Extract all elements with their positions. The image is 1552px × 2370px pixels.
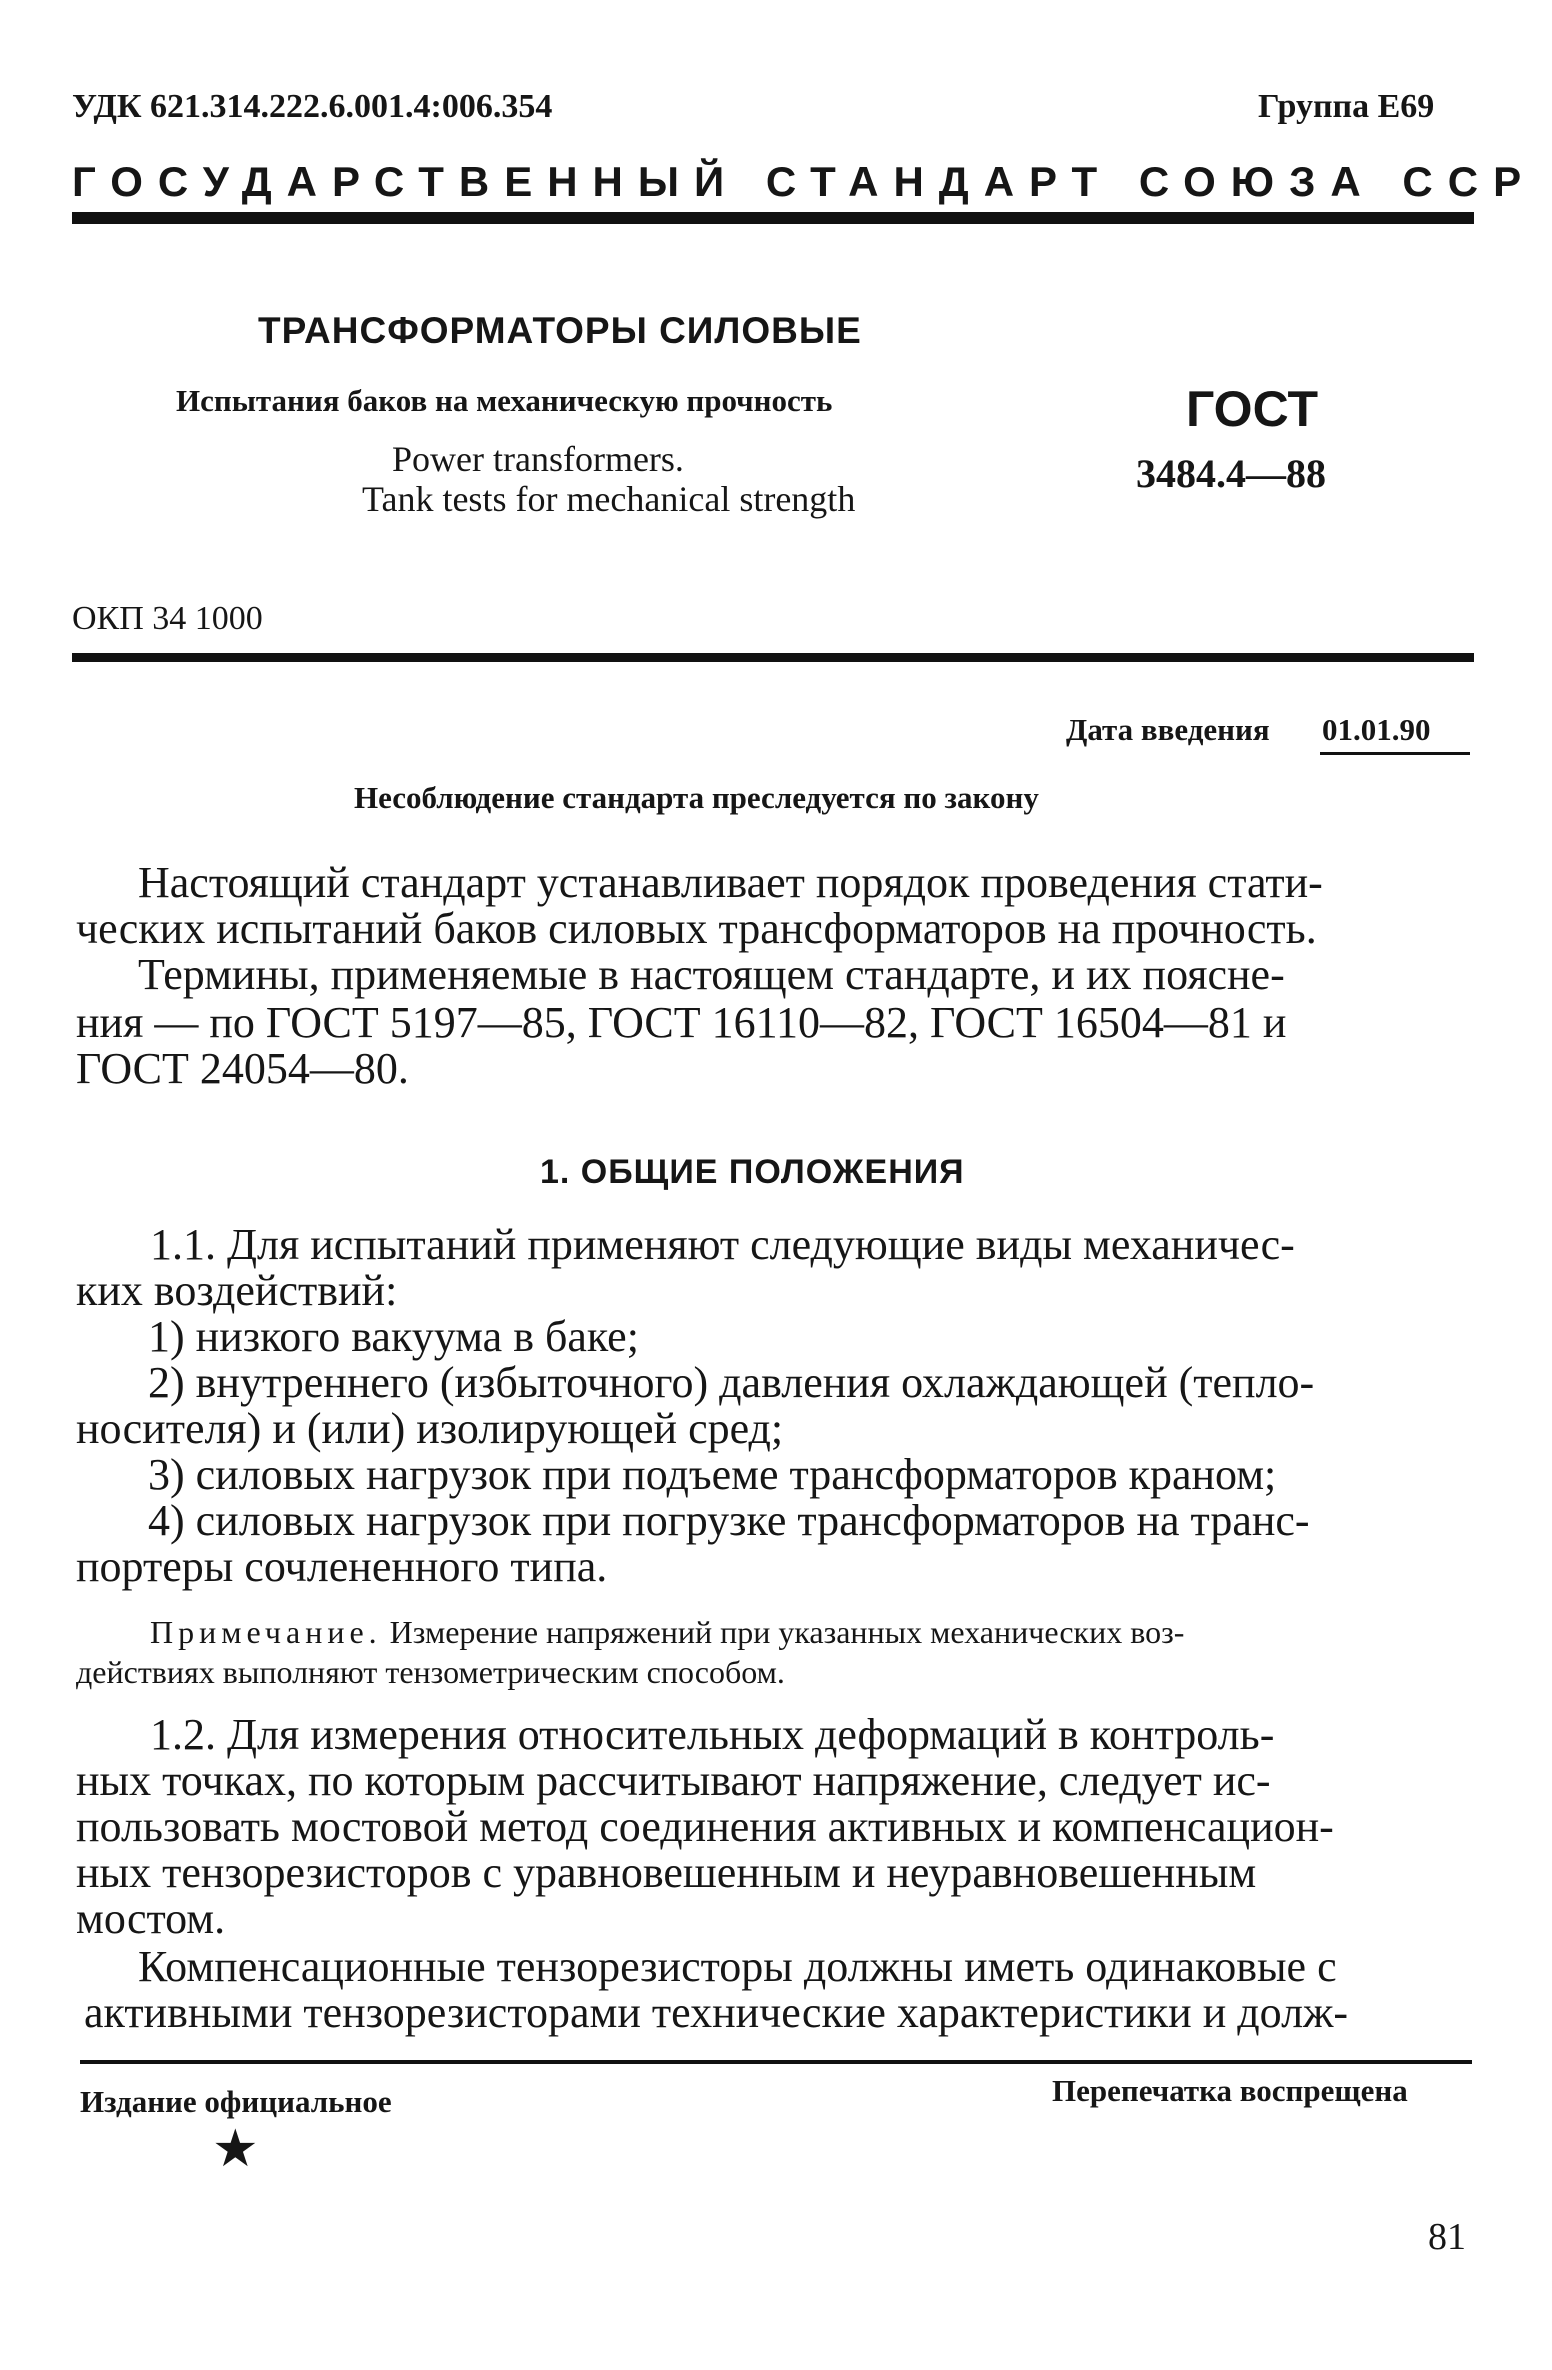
- note-label: Примечание.: [150, 1614, 382, 1650]
- footer-rule: [80, 2060, 1472, 2064]
- header-rule-thick: [72, 212, 1474, 224]
- intro-paragraph-1-line-2: ческих испытаний баков силовых трансформаторов на прочность.: [76, 904, 1317, 953]
- note-text: Измерение напряжений при указанных механических воз-: [389, 1614, 1185, 1650]
- date-underline: [1320, 752, 1470, 755]
- clause-1-1-line-2: ких воздействий:: [76, 1266, 398, 1315]
- page-number: 81: [1428, 2216, 1466, 2258]
- note-line-1: [150, 1612, 1184, 1652]
- list-item-3: 3) силовых нагрузок при подъеме трансформаторов краном;: [148, 1450, 1277, 1499]
- official-edition-label: Издание официальное: [80, 2084, 392, 2119]
- note-line-2: действиях выполняют тензометрическим способом.: [76, 1654, 785, 1690]
- reprint-prohibited-label: Перепечатка воспрещена: [1052, 2073, 1408, 2108]
- document-title: ТРАНСФОРМАТОРЫ СИЛОВЫЕ: [258, 310, 862, 351]
- clause-1-2-line-2: ных точках, по которым рассчитывают напряжение, следует ис-: [76, 1756, 1271, 1805]
- clause-1-2-line-1: 1.2. Для измерения относительных деформаций в контроль-: [150, 1710, 1275, 1759]
- udk-code: УДК 621.314.222.6.001.4:006.354: [72, 88, 553, 125]
- star-icon: ★: [212, 2121, 259, 2178]
- document-subtitle: Испытания баков на механическую прочность: [176, 383, 833, 418]
- gost-number: 3484.4—88: [1136, 451, 1326, 496]
- compensation-paragraph-line-1: Компенсационные тензорезисторы должны иметь одинаковые с: [138, 1942, 1337, 1991]
- clause-1-1-line-1: 1.1. Для испытаний применяют следующие виды механичес-: [150, 1220, 1295, 1269]
- section-1-heading: 1. ОБЩИЕ ПОЛОЖЕНИЯ: [540, 1153, 965, 1191]
- list-item-4-line-1: 4) силовых нагрузок при погрузке трансформаторов на транс-: [148, 1496, 1310, 1545]
- intro-paragraph-2-line-2: ния — по ГОСТ 5197—85, ГОСТ 16110—82, ГОСТ 16504—81 и: [76, 998, 1287, 1047]
- intro-paragraph-1-line-1: Настоящий стандарт устанавливает порядок проведения стати-: [138, 858, 1323, 907]
- clause-1-2-line-3: пользовать мостовой метод соединения активных и компенсацион-: [76, 1802, 1334, 1851]
- list-item-1: 1) низкого вакуума в баке;: [148, 1312, 639, 1361]
- okp-code: ОКП 34 1000: [72, 600, 263, 637]
- clause-1-2-line-4: ных тензорезисторов с уравновешенным и неуравновешенным: [76, 1848, 1257, 1897]
- state-standard-heading: ГОСУДАРСТВЕННЫЙ СТАНДАРТ СОЮЗА ССР: [72, 158, 1537, 205]
- title-rule-thick: [72, 653, 1474, 662]
- list-item-2-line-1: 2) внутреннего (избыточного) давления охлаждающей (тепло-: [148, 1358, 1315, 1407]
- legal-notice: Несоблюдение стандарта преследуется по закону: [354, 780, 1039, 815]
- clause-1-2-line-5: мостом.: [76, 1894, 226, 1943]
- intro-date-label: Дата введения: [1066, 712, 1270, 747]
- group-code: Группа Е69: [1258, 88, 1435, 125]
- compensation-paragraph-line-2: активными тензорезисторами технические характеристики и долж-: [84, 1988, 1349, 2037]
- intro-paragraph-2-line-1: Термины, применяемые в настоящем стандарте, и их поясне-: [138, 950, 1285, 999]
- english-title-line-1: Power transformers.: [392, 439, 684, 479]
- gost-label: ГОСТ: [1186, 381, 1318, 437]
- intro-date-value: 01.01.90: [1322, 712, 1431, 747]
- english-title-line-2: Tank tests for mechanical strength: [362, 479, 856, 519]
- intro-paragraph-2-line-3: ГОСТ 24054—80.: [76, 1044, 409, 1093]
- list-item-4-line-2: портеры сочлененного типа.: [76, 1542, 608, 1591]
- list-item-2-line-2: носителя) и (или) изолирующей сред;: [76, 1404, 784, 1453]
